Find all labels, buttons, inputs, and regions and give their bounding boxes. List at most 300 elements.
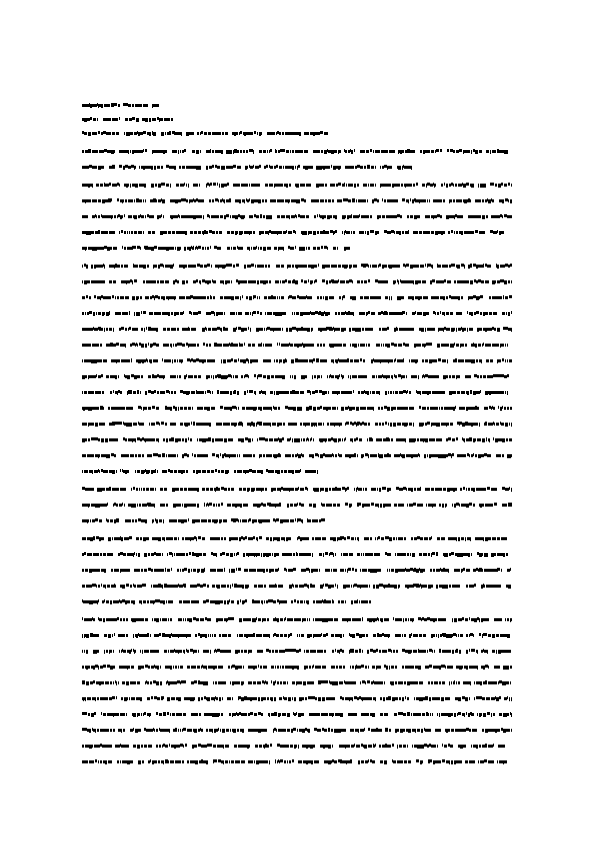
glyph-mark: [155, 295, 158, 298]
glyph-mark: [503, 327, 505, 330]
glyph-mark: [387, 553, 390, 556]
glyph-mark: [237, 166, 239, 169]
glyph-mark: [389, 215, 392, 218]
glyph-mark: [309, 454, 312, 457]
header-line: [82, 131, 328, 136]
glyph-mark: [239, 618, 241, 622]
glyph-mark: [501, 231, 504, 234]
glyph-mark: [280, 247, 283, 250]
glyph-mark: [177, 247, 180, 251]
glyph-mark: [142, 184, 144, 187]
glyph-mark: [265, 184, 268, 187]
glyph-mark: [272, 438, 273, 441]
glyph-mark: [297, 199, 300, 203]
glyph-mark: [347, 536, 350, 539]
glyph-mark: [301, 553, 304, 556]
glyph-mark: [327, 375, 328, 378]
glyph-mark: [436, 149, 439, 152]
glyph-mark: [162, 312, 164, 315]
glyph-mark: [476, 215, 478, 218]
glyph-mark: [308, 247, 309, 250]
glyph-mark: [443, 537, 445, 540]
glyph-mark: [424, 344, 425, 348]
glyph-mark: [89, 296, 91, 299]
glyph-mark: [167, 359, 169, 362]
glyph-mark: [152, 104, 153, 108]
glyph-mark: [128, 438, 130, 441]
glyph-mark: [463, 568, 465, 571]
glyph-mark: [485, 344, 488, 347]
glyph-mark: [228, 617, 230, 620]
glyph-mark: [482, 569, 483, 572]
glyph-mark: [223, 199, 224, 202]
glyph-mark: [323, 166, 325, 170]
glyph-mark: [82, 150, 84, 153]
glyph-mark: [420, 584, 421, 587]
glyph-mark: [158, 247, 161, 250]
glyph-mark: [499, 537, 500, 540]
glyph-mark: [238, 519, 239, 522]
glyph-mark: [130, 454, 132, 457]
glyph-mark: [345, 454, 347, 457]
glyph-mark: [426, 423, 427, 426]
glyph-mark: [378, 536, 380, 539]
glyph-mark: [441, 344, 442, 347]
glyph-mark: [322, 231, 323, 234]
glyph-mark: [106, 488, 109, 491]
glyph-mark: [85, 247, 86, 251]
glyph-mark: [288, 246, 290, 249]
glyph-mark: [184, 149, 186, 152]
glyph-mark: [337, 634, 340, 637]
glyph-mark: [139, 618, 142, 621]
glyph-mark: [218, 600, 220, 604]
glyph-mark: [277, 618, 279, 622]
glyph-mark: [178, 214, 179, 217]
glyph-mark: [408, 488, 411, 491]
glyph-mark: [489, 438, 490, 442]
glyph-mark: [127, 391, 128, 395]
glyph-mark: [195, 519, 197, 522]
glyph-mark: [489, 504, 490, 507]
glyph-mark: [465, 344, 467, 347]
glyph-mark: [416, 569, 419, 573]
glyph-mark: [322, 166, 323, 169]
glyph-mark: [483, 584, 484, 588]
glyph-mark: [482, 438, 485, 442]
glyph-mark: [328, 569, 329, 572]
glyph-mark: [119, 328, 120, 331]
glyph-mark: [202, 279, 205, 282]
glyph-mark: [103, 359, 106, 362]
glyph-mark: [473, 391, 475, 395]
glyph-mark: [437, 214, 440, 217]
glyph-mark: [278, 599, 279, 602]
glyph-mark: [479, 150, 481, 153]
glyph-mark: [232, 504, 235, 507]
glyph-mark: [120, 552, 123, 555]
glyph-mark: [322, 215, 324, 219]
glyph-mark: [280, 280, 281, 283]
glyph-mark: [344, 618, 347, 621]
glyph-mark: [289, 569, 292, 572]
glyph-mark: [95, 454, 98, 457]
glyph-mark: [320, 344, 322, 347]
glyph-mark: [130, 150, 131, 153]
glyph-mark: [464, 280, 465, 283]
glyph-mark: [156, 328, 158, 332]
glyph-mark: [210, 600, 212, 603]
glyph-mark: [363, 407, 366, 410]
glyph-mark: [291, 359, 294, 363]
glyph-mark: [347, 569, 348, 573]
glyph-mark: [389, 296, 390, 300]
glyph-mark: [335, 265, 337, 268]
glyph-mark: [174, 649, 175, 652]
glyph-mark: [209, 312, 210, 315]
glyph-mark: [197, 569, 199, 573]
glyph-mark: [220, 406, 223, 409]
glyph-mark: [266, 488, 267, 491]
glyph-mark: [221, 184, 224, 188]
glyph-mark: [374, 359, 375, 362]
glyph-mark: [207, 264, 210, 267]
glyph-mark: [136, 488, 138, 491]
glyph-mark: [217, 585, 220, 589]
glyph-mark: [288, 407, 290, 410]
glyph-mark: [165, 618, 167, 621]
glyph-mark: [427, 617, 430, 620]
glyph-mark: [240, 247, 242, 250]
glyph-mark: [155, 537, 158, 540]
glyph-mark: [275, 280, 276, 283]
glyph-mark: [139, 634, 142, 637]
glyph-mark: [491, 504, 493, 507]
glyph-mark: [493, 437, 494, 440]
glyph-mark: [282, 437, 284, 440]
glyph-mark: [162, 453, 165, 457]
glyph-mark: [427, 488, 430, 491]
glyph-mark: [146, 327, 147, 330]
glyph-mark: [510, 215, 512, 218]
glyph-mark: [139, 150, 141, 153]
glyph-mark: [339, 359, 342, 362]
glyph-mark: [244, 634, 246, 637]
glyph-mark: [387, 231, 390, 234]
glyph-mark: [224, 391, 225, 394]
glyph-mark: [433, 215, 434, 219]
glyph-mark: [250, 407, 253, 410]
glyph-mark: [173, 585, 174, 588]
glyph-mark: [357, 553, 360, 556]
glyph-mark: [395, 391, 398, 394]
glyph-mark: [263, 407, 266, 410]
glyph-mark: [290, 231, 292, 234]
glyph-mark: [134, 569, 135, 572]
glyph-mark: [348, 375, 349, 378]
glyph-mark: [194, 553, 196, 556]
glyph-mark: [446, 328, 447, 331]
glyph-mark: [154, 552, 156, 555]
glyph-mark: [229, 264, 232, 267]
glyph-mark: [158, 553, 161, 556]
glyph-mark: [133, 504, 136, 508]
glyph-mark: [269, 184, 270, 187]
glyph-mark: [113, 328, 114, 332]
glyph-mark: [510, 568, 511, 571]
glyph-mark: [314, 215, 315, 218]
glyph-mark: [98, 312, 99, 315]
glyph-mark: [313, 407, 316, 411]
glyph-mark: [196, 296, 198, 299]
glyph-mark: [238, 214, 240, 217]
glyph-mark: [177, 328, 179, 331]
glyph-mark: [183, 296, 184, 299]
glyph-mark: [190, 359, 191, 362]
glyph-mark: [94, 104, 97, 107]
glyph-mark: [122, 199, 123, 203]
glyph-mark: [487, 454, 489, 457]
glyph-mark: [299, 618, 301, 621]
glyph-mark: [395, 407, 396, 410]
glyph-mark: [97, 504, 100, 508]
glyph-mark: [447, 280, 450, 283]
glyph-mark: [433, 328, 434, 331]
glyph-mark: [341, 374, 342, 377]
glyph-mark: [425, 553, 427, 556]
glyph-mark: [431, 585, 433, 588]
glyph-mark: [91, 423, 94, 426]
glyph-mark: [182, 359, 183, 362]
glyph-mark: [164, 359, 165, 362]
glyph-mark: [288, 132, 290, 135]
glyph-mark: [112, 132, 114, 135]
glyph-mark: [311, 569, 313, 573]
glyph-mark: [461, 391, 463, 394]
glyph-mark: [201, 215, 202, 218]
glyph-mark: [481, 359, 482, 363]
glyph-mark: [333, 231, 334, 235]
glyph-mark: [407, 149, 410, 153]
glyph-mark: [118, 104, 120, 107]
glyph-mark: [99, 519, 102, 522]
glyph-mark: [476, 359, 478, 362]
glyph-mark: [242, 247, 243, 250]
glyph-mark: [171, 633, 172, 636]
glyph-mark: [217, 215, 219, 218]
glyph-mark: [302, 537, 303, 540]
glyph-mark: [89, 423, 91, 426]
glyph-mark: [100, 296, 101, 300]
glyph-mark: [443, 328, 444, 332]
glyph-mark: [97, 600, 98, 604]
text-line: [82, 165, 412, 170]
glyph-mark: [167, 132, 169, 135]
glyph-mark: [114, 454, 116, 457]
glyph-mark: [486, 553, 488, 557]
glyph-mark: [430, 407, 431, 410]
glyph-mark: [236, 407, 237, 410]
glyph-mark: [155, 488, 156, 491]
glyph-mark: [445, 265, 448, 268]
glyph-mark: [108, 600, 109, 603]
glyph-mark: [503, 265, 505, 268]
glyph-mark: [100, 406, 103, 410]
glyph-mark: [165, 118, 168, 121]
glyph-mark: [251, 553, 254, 556]
glyph-mark: [457, 454, 459, 457]
glyph-mark: [306, 295, 307, 298]
glyph-mark: [123, 553, 126, 556]
glyph-mark: [283, 359, 285, 363]
glyph-mark: [351, 214, 352, 218]
glyph-mark: [145, 199, 146, 202]
glyph-mark: [249, 618, 251, 621]
glyph-mark: [349, 328, 351, 332]
glyph-mark: [318, 132, 320, 135]
glyph-mark: [285, 358, 286, 362]
glyph-mark: [319, 438, 320, 441]
glyph-mark: [166, 438, 168, 442]
glyph-mark: [151, 569, 153, 572]
glyph-mark: [167, 553, 168, 556]
glyph-mark: [99, 104, 101, 107]
glyph-mark: [133, 618, 136, 622]
glyph-mark: [444, 327, 446, 330]
glyph-mark: [180, 296, 183, 299]
glyph-mark: [431, 423, 432, 427]
glyph-mark: [266, 537, 268, 540]
glyph-mark: [276, 518, 279, 521]
glyph-mark: [106, 375, 109, 378]
glyph-mark: [106, 600, 107, 603]
glyph-mark: [145, 118, 148, 122]
glyph-mark: [99, 327, 101, 331]
glyph-mark: [171, 519, 174, 522]
glyph-mark: [306, 247, 307, 250]
glyph-mark: [307, 423, 310, 426]
glyph-mark: [99, 375, 101, 378]
glyph-mark: [494, 553, 496, 556]
glyph-mark: [131, 407, 132, 410]
glyph-mark: [475, 391, 476, 395]
glyph-mark: [348, 184, 351, 187]
glyph-mark: [115, 296, 116, 299]
glyph-mark: [245, 437, 248, 440]
glyph-mark: [265, 553, 266, 556]
glyph-mark: [383, 375, 386, 378]
glyph-mark: [185, 265, 187, 268]
glyph-mark: [198, 650, 199, 653]
text-line: [82, 633, 510, 638]
glyph-mark: [425, 150, 428, 153]
glyph-mark: [478, 391, 480, 394]
glyph-mark: [445, 504, 446, 508]
glyph-mark: [282, 132, 284, 135]
glyph-mark: [175, 585, 178, 588]
glyph-mark: [141, 470, 144, 474]
glyph-mark: [487, 407, 488, 410]
glyph-mark: [105, 149, 107, 152]
glyph-mark: [85, 438, 87, 441]
glyph-mark: [423, 150, 425, 154]
glyph-mark: [478, 569, 479, 572]
glyph-mark: [219, 184, 220, 188]
glyph-mark: [253, 423, 255, 427]
glyph-mark: [404, 407, 406, 410]
glyph-mark: [265, 423, 267, 426]
glyph-mark: [429, 454, 431, 458]
glyph-mark: [90, 199, 91, 202]
glyph-mark: [332, 279, 334, 283]
glyph-mark: [283, 247, 284, 251]
glyph-mark: [304, 150, 307, 153]
glyph-mark: [84, 391, 87, 394]
glyph-mark: [339, 296, 341, 299]
glyph-mark: [358, 618, 360, 621]
glyph-mark: [311, 312, 313, 315]
glyph-mark: [92, 150, 95, 153]
glyph-mark: [245, 184, 248, 187]
glyph-mark: [227, 280, 230, 283]
glyph-mark: [333, 504, 336, 507]
glyph-mark: [127, 312, 128, 315]
glyph-mark: [135, 166, 136, 169]
text-line: [82, 437, 512, 442]
glyph-mark: [435, 312, 436, 315]
glyph-mark: [458, 344, 459, 347]
glyph-mark: [218, 199, 219, 202]
glyph-mark: [506, 585, 508, 588]
glyph-mark: [346, 184, 347, 187]
glyph-mark: [351, 166, 354, 169]
glyph-mark: [263, 247, 265, 251]
glyph-mark: [175, 634, 177, 637]
glyph-mark: [221, 487, 224, 490]
glyph-mark: [332, 453, 333, 456]
glyph-mark: [217, 183, 218, 186]
glyph-mark: [262, 328, 263, 331]
glyph-mark: [443, 296, 445, 300]
glyph-mark: [286, 488, 289, 491]
glyph-mark: [248, 519, 249, 522]
glyph-mark: [187, 634, 189, 637]
text-line: [82, 568, 511, 573]
glyph-mark: [467, 231, 469, 234]
glyph-mark: [158, 537, 161, 541]
glyph-mark: [316, 184, 319, 188]
glyph-mark: [176, 312, 179, 315]
glyph-mark: [477, 375, 479, 378]
glyph-mark: [279, 391, 280, 394]
glyph-mark: [190, 537, 191, 541]
glyph-mark: [298, 150, 299, 153]
glyph-mark: [368, 265, 369, 268]
glyph-mark: [259, 519, 262, 523]
glyph-mark: [239, 454, 240, 457]
glyph-mark: [321, 150, 323, 153]
glyph-mark: [104, 569, 106, 573]
glyph-mark: [312, 553, 313, 557]
glyph-mark: [260, 247, 261, 250]
glyph-mark: [382, 374, 383, 377]
glyph-mark: [375, 166, 376, 169]
glyph-mark: [295, 184, 296, 187]
glyph-mark: [89, 328, 90, 331]
glyph-mark: [184, 391, 186, 394]
glyph-mark: [386, 184, 389, 187]
glyph-mark: [366, 634, 368, 637]
